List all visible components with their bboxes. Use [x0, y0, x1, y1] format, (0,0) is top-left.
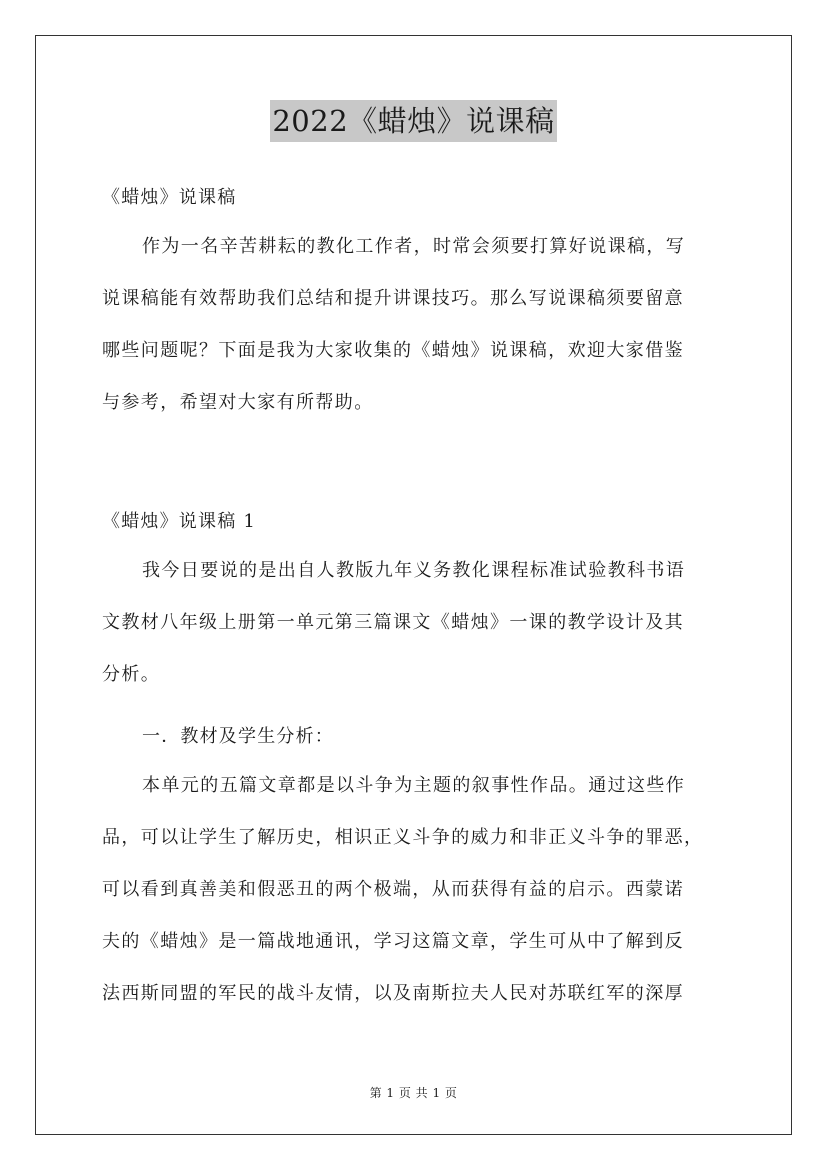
document-subtitle: 《蜡烛》说课稿	[102, 187, 237, 208]
text-line: 文教材八年级上册第一单元第三篇课文《蜡烛》一课的教学设计及其	[102, 612, 684, 633]
text-line: 分析。	[102, 664, 161, 685]
page-footer: 第 1 页 共 1 页	[369, 1086, 458, 1100]
section-heading: 《蜡烛》说课稿 1	[102, 511, 256, 532]
section-paragraph	[102, 545, 732, 701]
text-line: 法西斯同盟的军民的战斗友情，以及南斯拉夫人民对苏联红军的深厚	[102, 983, 684, 1004]
text-line: 说课稿能有效帮助我们总结和提升讲课技巧。那么写说课稿须要留意	[102, 288, 684, 309]
text-line: 品，可以让学生了解历史，相识正义斗争的威力和非正义斗争的罪恶，	[102, 827, 704, 848]
text-line: 我今日要说的是出自人教版九年义务教化课程标准试验教科书语	[142, 560, 686, 581]
point-heading: 一．教材及学生分析：	[142, 726, 334, 747]
text-line: 与参考，希望对大家有所帮助。	[102, 392, 374, 413]
analysis-paragraph	[102, 760, 732, 1020]
text-line: 本单元的五篇文章都是以斗争为主题的叙事性作品。通过这些作	[142, 775, 686, 796]
text-line: 哪些问题呢？下面是我为大家收集的《蜡烛》说课稿，欢迎大家借鉴	[102, 340, 684, 361]
text-line: 可以看到真善美和假恶丑的两个极端，从而获得有益的启示。西蒙诺	[102, 879, 684, 900]
text-line: 作为一名辛苦耕耘的教化工作者，时常会须要打算好说课稿，写	[142, 236, 686, 257]
intro-paragraph	[102, 221, 732, 429]
text-line: 夫的《蜡烛》是一篇战地通讯，学习这篇文章，学生可从中了解到反	[102, 931, 684, 952]
document-title: 2022《蜡烛》说课稿	[270, 100, 556, 142]
title-container	[0, 100, 827, 142]
